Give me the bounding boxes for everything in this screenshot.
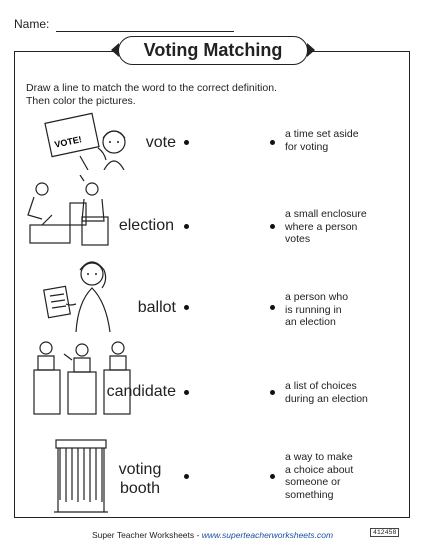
definition-line: votes	[285, 233, 311, 245]
definition-line: a choice about	[285, 463, 354, 476]
definition-line: is running in	[285, 303, 342, 316]
definition-line: a list of choices	[285, 380, 357, 392]
definition-line: someone or	[285, 476, 341, 488]
word-election: election	[118, 217, 174, 234]
definition-line: where a person	[285, 220, 358, 233]
instruction-line: Then color the pictures.	[26, 95, 136, 107]
definition-line: a small enclosure	[285, 208, 367, 220]
definition-dot[interactable]	[270, 140, 275, 145]
word-dot[interactable]	[184, 390, 189, 395]
definition-dot[interactable]	[270, 390, 275, 395]
definition-line: for voting	[285, 140, 329, 153]
word-candidate: candidate	[106, 383, 176, 400]
ballot-woman-icon	[40, 258, 118, 334]
word-vote: vote	[145, 134, 176, 151]
voting-booth-icon	[52, 436, 110, 514]
definition-line: an election	[285, 316, 336, 328]
word-line: booth	[119, 480, 161, 497]
definition-line: something	[285, 488, 334, 501]
definition-line: a person who	[285, 291, 349, 303]
footer	[0, 530, 425, 540]
word-dot[interactable]	[184, 305, 189, 310]
footer-separator: -	[194, 530, 202, 540]
word-dot[interactable]	[184, 140, 189, 145]
definition-line: a time set aside	[285, 128, 359, 140]
word-voting-booth	[106, 460, 174, 498]
page-title: Voting Matching	[118, 36, 308, 65]
definition-line: a way to make	[285, 451, 353, 463]
candidates-debate-icon	[32, 338, 132, 418]
footer-site: Super Teacher Worksheets	[91, 530, 195, 540]
vote-sign-text: VOTE!	[53, 134, 83, 150]
word-line: voting	[118, 461, 162, 478]
worksheet-code: 412458	[370, 528, 399, 537]
footer-url-link[interactable]: www.superteacherworksheets.com	[201, 530, 334, 540]
word-ballot: ballot	[137, 299, 176, 316]
word-dot[interactable]	[184, 224, 189, 229]
definition-line: during an election	[285, 392, 368, 405]
definition-1	[285, 128, 395, 153]
name-label: Name:	[14, 17, 50, 31]
name-line[interactable]	[56, 31, 234, 32]
instruction-line: Draw a line to match the word to the correct definition.	[26, 82, 277, 94]
definition-dot[interactable]	[270, 474, 275, 479]
definition-3	[285, 291, 395, 329]
definition-dot[interactable]	[270, 224, 275, 229]
definition-2	[285, 208, 395, 246]
definition-4	[285, 380, 395, 405]
word-dot[interactable]	[184, 474, 189, 479]
title-arrow-right-icon	[307, 43, 315, 57]
definition-dot[interactable]	[270, 305, 275, 310]
instructions	[26, 82, 366, 108]
election-scene-icon	[22, 175, 112, 247]
definition-5	[285, 451, 395, 501]
